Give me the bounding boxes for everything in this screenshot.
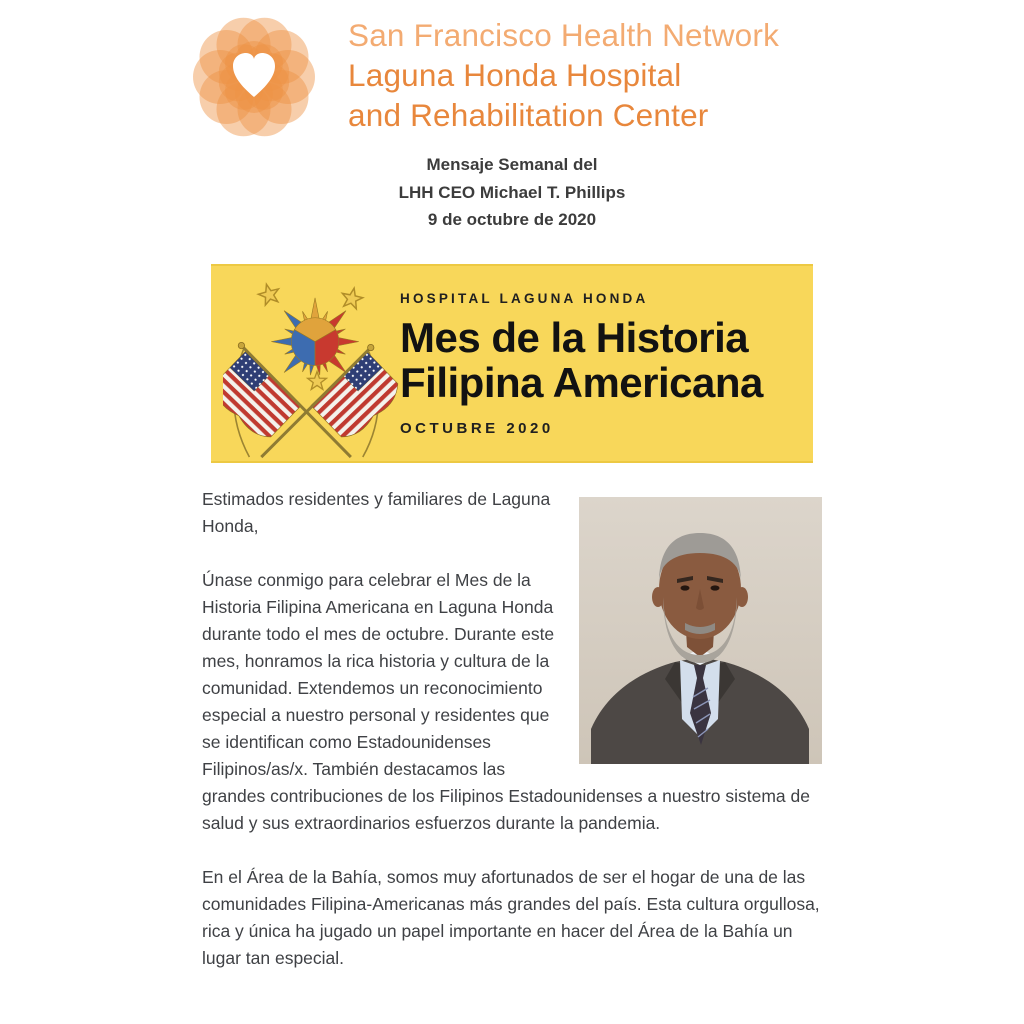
banner-title-line1: Mes de la Historia [400, 314, 749, 361]
flower-heart-logo-icon [189, 12, 319, 142]
message-header [0, 151, 1024, 234]
banner-title-line2: Filipina Americana [400, 359, 763, 406]
ceo-portrait-photo [579, 497, 822, 764]
fahm-banner [211, 264, 813, 463]
letter-body [202, 486, 822, 999]
crossed-flags-sun-illustration [223, 266, 423, 463]
brand-hospital-name-line2: and Rehabilitation Center [348, 97, 709, 133]
brand-hospital-name-line1: Laguna Honda Hospital [348, 57, 682, 93]
gold-star-icon [256, 282, 281, 307]
banner-text [400, 291, 763, 437]
brand-header [189, 12, 779, 142]
paragraph-celebration: Únase conmigo para celebrar el Mes de la Historia Filipina Americana en Laguna Honda durante todo el mes de octubre. Durante este mes, honramos la rica historia y cultura de la comunidad. Extendemos un reconocimiento especial a nuestro personal y residentes que se identifican como Estadounidenses Filipinos/as/x. También destacamos las grandes contribuciones de los Filipinos Estadounidenses a nuestro sistema de salud y sus extraordinarios esfuerzos durante la pandemia. [202, 570, 810, 833]
banner-date: OCTUBRE 2020 [400, 420, 554, 437]
philippine-sun-icon [271, 298, 359, 375]
message-header-line1: Mensaje Semanal del [426, 155, 598, 174]
paragraph-bay-area: En el Área de la Bahía, somos muy afortunados de ser el hogar de una de las comunidades Filipina-Americanas más grandes del país. Esta cultura orgullosa, rica y única ha jugado un papel importante en hacer del Área de la Bahía un lugar tan especial. [202, 867, 820, 968]
paragraph-greeting: Estimados residentes y familiares de Laguna Honda, [202, 489, 551, 536]
banner-eyebrow: HOSPITAL LAGUNA HONDA [400, 291, 649, 306]
brand-network-name: San Francisco Health Network [348, 17, 780, 53]
message-header-line3: 9 de octubre de 2020 [427, 210, 597, 229]
gold-star-icon [340, 286, 364, 310]
brand-wordmark [348, 12, 779, 135]
message-header-line2: LHH CEO Michael T. Phillips [398, 182, 626, 202]
